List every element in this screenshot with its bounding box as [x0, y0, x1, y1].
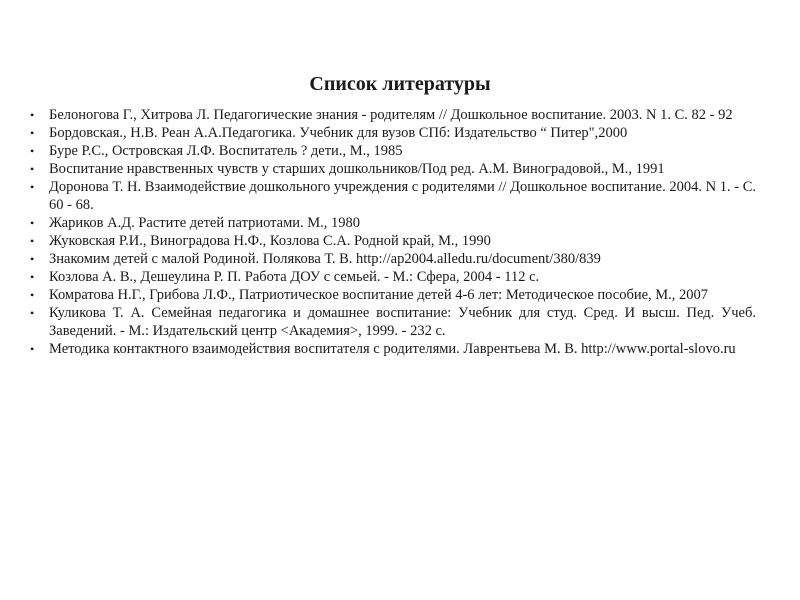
- reference-item: • Белоногова Г., Хитрова Л. Педагогические знания - родителям // Дошкольное воспитание. 2003. N 1. С. 82 - 92: [30, 106, 756, 124]
- reference-item: • Жуковская Р.И., Виноградова Н.Ф., Козлова С.А. Родной край, М., 1990: [30, 232, 756, 250]
- reference-item: • Буре Р.С., Островская Л.Ф. Воспитатель ? дети., М., 1985: [30, 142, 756, 160]
- reference-item: • Жариков А.Д. Растите детей патриотами. М., 1980: [30, 214, 756, 232]
- reference-item: • Куликова Т. А. Семейная педагогика и домашнее воспитание: Учебник для студ. Сред. И высш. Пед. Учеб. Заведений. - М.: Издательский центр <Академия>, 1999. - 232 с.: [30, 304, 756, 340]
- reference-item: • Доронова Т. Н. Взаимодействие дошкольного учреждения с родителями // Дошкольное воспитание. 2004. N 1. - С. 60 - 68.: [30, 178, 756, 214]
- reference-list: [30, 106, 756, 358]
- reference-item: • Воспитание нравственных чувств у старших дошкольников/Под ред. А.М. Виноградовой., М., 1991: [30, 160, 756, 178]
- reference-item: • Методика контактного взаимодействия воспитателя с родителями. Лаврентьева М. В. http://www.portal-slovo.ru: [30, 340, 756, 358]
- reference-item: • Комратова Н.Г., Грибова Л.Ф., Патриотическое воспитание детей 4-6 лет: Методическое пособие, М., 2007: [30, 286, 756, 304]
- reference-item: • Козлова А. В., Дешеулина Р. П. Работа ДОУ с семьей. - М.: Сфера, 2004 - 112 с.: [30, 268, 756, 286]
- page-title: Список литературы: [309, 73, 491, 95]
- reference-item: • Знакомим детей с малой Родиной. Полякова Т. В. http://ap2004.alledu.ru/document/380/839: [30, 250, 756, 268]
- reference-item: • Бордовская., Н.В. Реан А.А.Педагогика. Учебник для вузов СПб: Издательство “ Питер",2000: [30, 124, 756, 142]
